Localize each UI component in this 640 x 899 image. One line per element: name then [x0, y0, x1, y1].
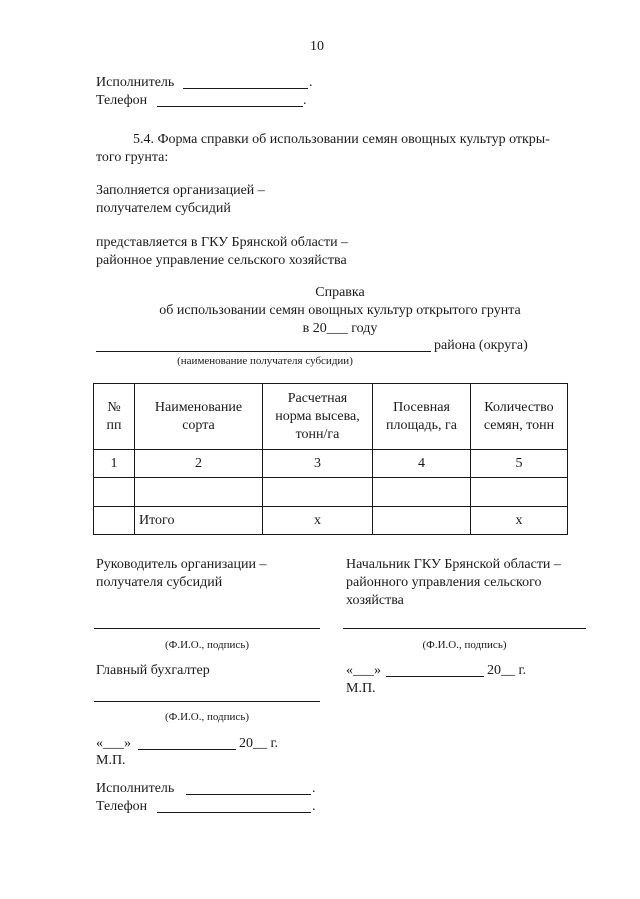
phone-label-bottom: Телефон — [96, 799, 148, 814]
table-cell: x — [471, 507, 568, 535]
accountant-label: Главный бухгалтер — [96, 663, 210, 678]
table-cell — [94, 478, 135, 507]
left-head-line1: Руководитель организации – — [96, 557, 267, 572]
page-number: 10 — [310, 39, 324, 54]
left-seal: М.П. — [96, 753, 126, 768]
right-head-sign-line — [343, 628, 586, 629]
right-head-line2: районного управления сельского — [346, 575, 542, 590]
table-cell: 5 — [471, 450, 568, 478]
doc-title: Справка — [315, 285, 365, 300]
accountant-sign-line — [94, 701, 320, 702]
header-cell: Наименование сорта — [135, 384, 263, 450]
table-cell: 3 — [263, 450, 373, 478]
table-numbering-row — [94, 450, 568, 478]
table-cell — [373, 478, 471, 507]
table-cell — [263, 478, 373, 507]
filled-by-line1: Заполняется организацией – — [96, 183, 265, 198]
doc-subtitle: об использовании семян овощных культур открытого грунта — [159, 303, 521, 318]
table-total-row — [94, 507, 568, 535]
section-heading-line1: 5.4. Форма справки об использовании семян овощных культур откры- — [133, 132, 550, 147]
table-cell: 2 — [135, 450, 263, 478]
submitted-to-line2: районное управление сельского хозяйства — [96, 253, 347, 268]
doc-year: в 20___ году — [302, 321, 378, 336]
table-empty-row — [94, 478, 568, 507]
submitted-to-line1: представляется в ГКУ Брянской области – — [96, 235, 349, 250]
table-cell: 1 — [94, 450, 135, 478]
right-seal: М.П. — [346, 681, 376, 696]
header-cell: Расчетная норма высева, тонн/га — [263, 384, 373, 450]
left-date-year: 20__ г. — [239, 736, 279, 751]
executor-blank-top — [183, 88, 308, 89]
executor-blank-bottom — [186, 794, 311, 795]
table-cell — [135, 478, 263, 507]
right-date-year: 20__ г. — [487, 663, 527, 678]
table-cell: Итого — [135, 507, 263, 535]
table-header-row — [94, 384, 568, 450]
seed-usage-table — [93, 383, 568, 535]
right-head-line3: хозяйства — [346, 593, 404, 608]
phone-blank-top — [157, 106, 303, 107]
left-date-blank — [138, 749, 236, 750]
left-head-fio-caption: (Ф.И.О., подпись) — [165, 639, 249, 651]
executor-label-bottom: Исполнитель — [96, 781, 175, 796]
phone-period-top: . — [303, 93, 307, 108]
phone-blank-bottom — [157, 812, 311, 813]
filled-by-line2: получателем субсидий — [96, 201, 231, 216]
right-date-prefix: «___» — [346, 663, 381, 678]
executor-period-bottom: . — [312, 781, 316, 796]
right-head-fio-caption: (Ф.И.О., подпись) — [422, 639, 507, 651]
table-cell: x — [263, 507, 373, 535]
table-cell — [373, 507, 471, 535]
table-cell: 4 — [373, 450, 471, 478]
accountant-fio-caption: (Ф.И.О., подпись) — [165, 711, 249, 723]
table-cell — [471, 478, 568, 507]
left-head-line2: получателя субсидий — [96, 575, 223, 590]
district-suffix: района (округа) — [434, 338, 528, 353]
phone-period-bottom: . — [312, 799, 316, 814]
right-date-blank — [386, 676, 484, 677]
executor-period-top: . — [309, 75, 313, 90]
header-cell: Количество семян, тонн — [471, 384, 568, 450]
table-cell — [94, 507, 135, 535]
left-head-sign-line — [94, 628, 320, 629]
header-cell: № пп — [94, 384, 135, 450]
executor-label-top: Исполнитель — [96, 75, 175, 90]
left-date-prefix: «___» — [96, 736, 131, 751]
header-cell: Посевная площадь, га — [373, 384, 471, 450]
phone-label-top: Телефон — [96, 93, 148, 108]
section-heading-line2: того грунта: — [96, 150, 169, 165]
recipient-caption: (наименование получателя субсидии) — [177, 355, 353, 367]
right-head-line1: Начальник ГКУ Брянской области – — [346, 557, 561, 572]
